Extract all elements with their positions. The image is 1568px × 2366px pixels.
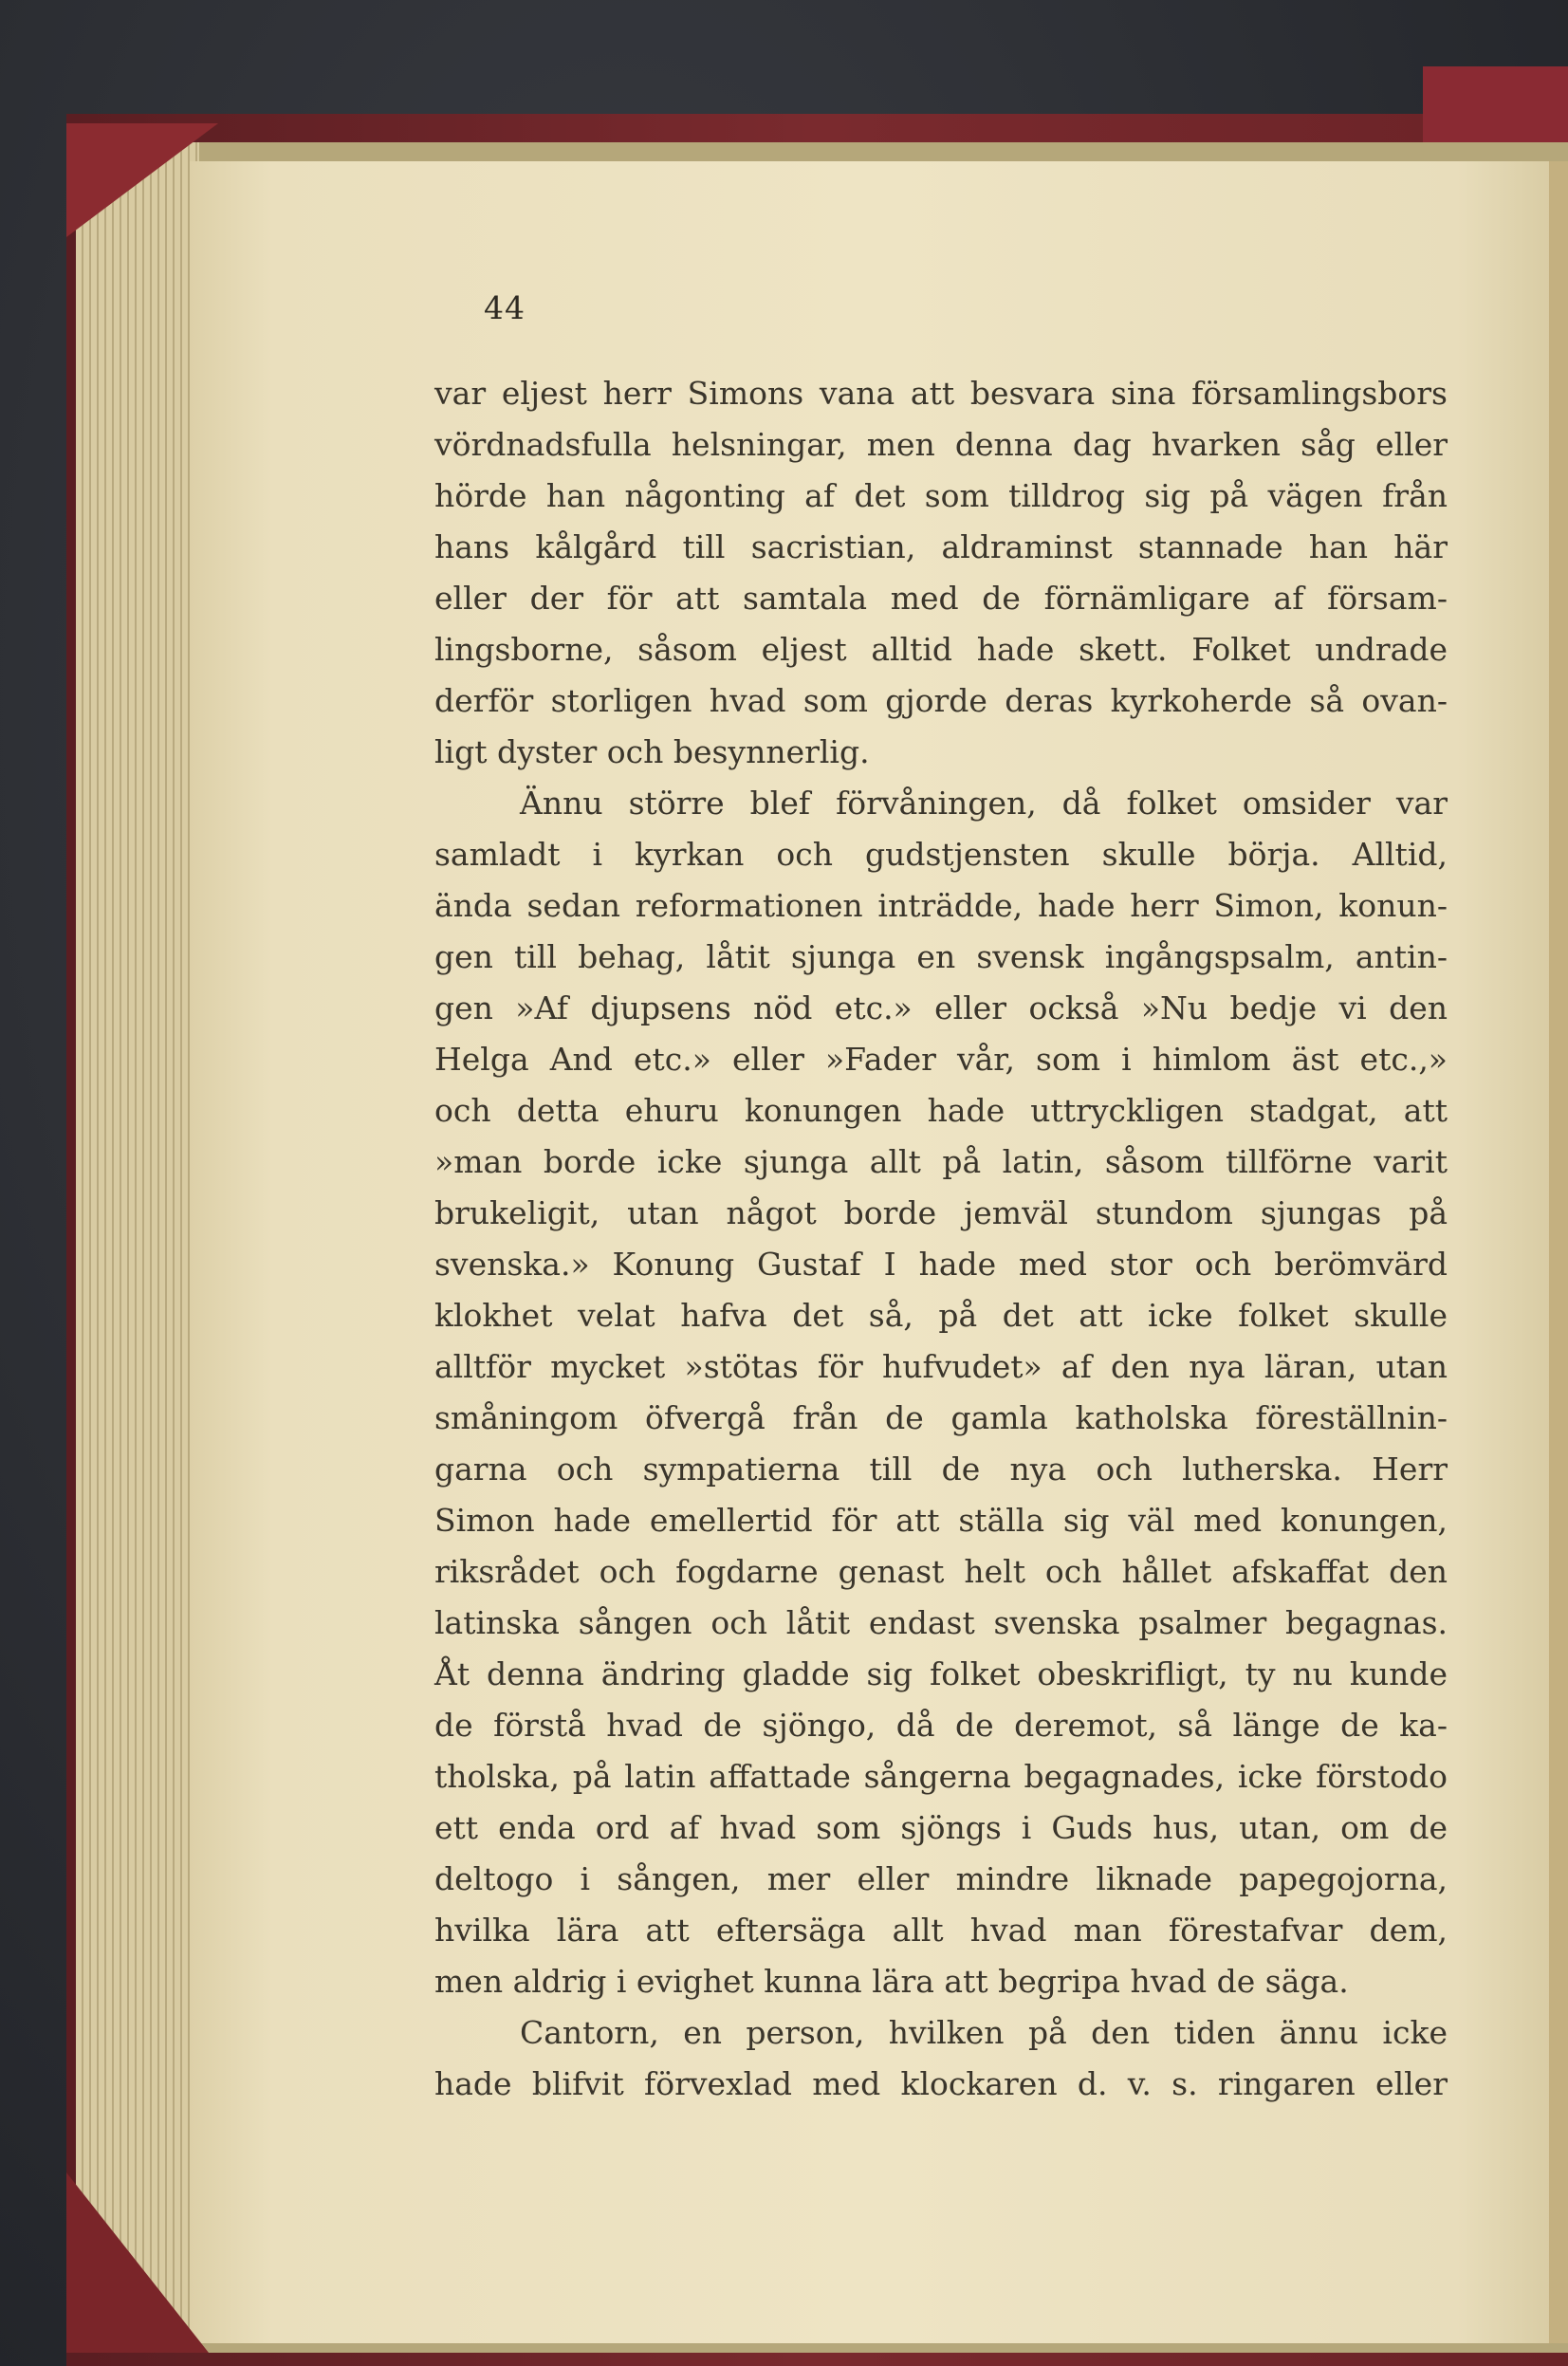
body-text xyxy=(434,368,1448,2110)
cover-corner-top-left xyxy=(66,123,218,237)
text-line: Cantorn, en person, hvilken på den tiden ännu icke xyxy=(520,2014,1448,2051)
text-line: ligt dyster och besynnerlig. xyxy=(434,733,870,770)
text-line: derför storligen hvad som gjorde deras kyrkoherde så ovan- xyxy=(434,682,1448,719)
text-line: Ännu större blef förvåningen, då folket omsider var xyxy=(520,785,1448,822)
text-line: brukeligit, utan något borde jemväl stundom sjungas på xyxy=(434,1194,1448,1231)
text-line: ända sedan reformationen inträdde, hade herr Simon, konun- xyxy=(434,887,1448,924)
text-line: hans kålgård till sacristian, aldraminst stannade han här xyxy=(434,528,1448,565)
text-line: lingsborne, såsom eljest alltid hade skett. Folket undrade xyxy=(434,631,1448,668)
text-line: »man borde icke sjunga allt på latin, såsom tillförne varit xyxy=(434,1143,1448,1180)
text-line: gen till behag, låtit sjunga en svensk ingångspsalm, antin- xyxy=(434,938,1448,975)
text-line: klokhet velat hafva det så, på det att icke folket skulle xyxy=(434,1297,1448,1334)
text-line: svenska.» Konung Gustaf I hade med stor och berömvärd xyxy=(434,1246,1448,1283)
text-line: de förstå hvad de sjöngo, då de deremot, så länge de ka- xyxy=(434,1707,1448,1744)
cover-corner-bottom-left xyxy=(66,2172,209,2353)
text-line: alltför mycket »stötas för hufvudet» af den nya läran, utan xyxy=(434,1348,1448,1385)
text-line: Åt denna ändring gladde sig folket obeskrifligt, ty nu kunde xyxy=(434,1655,1448,1692)
text-line: gen »Af djupsens nöd etc.» eller också »Nu bedje vi den xyxy=(434,989,1448,1026)
text-line: riksrådet och fogdarne genast helt och hållet afskaffat den xyxy=(434,1553,1448,1590)
text-line: var eljest herr Simons vana att besvara sina församlingsbors xyxy=(434,375,1448,412)
text-line: eller der för att samtala med de förnämligare af försam- xyxy=(434,580,1448,617)
text-line: samladt i kyrkan och gudstjensten skulle börja. Alltid, xyxy=(434,836,1448,873)
text-line: men aldrig i evighet kunna lära att begripa hvad de säga. xyxy=(434,1963,1349,2000)
text-line: och detta ehuru konungen hade uttryckligen stadgat, att xyxy=(434,1092,1448,1129)
text-line: deltogo i sången, mer eller mindre liknade papegojorna, xyxy=(434,1860,1448,1897)
text-line: vördnadsfulla helsningar, men denna dag hvarken såg eller xyxy=(434,426,1448,463)
text-line: ett enda ord af hvad som sjöngs i Guds hus, utan, om de xyxy=(434,1809,1448,1846)
text-line: småningom öfvergå från de gamla katholska föreställnin- xyxy=(434,1399,1448,1436)
page-edges xyxy=(76,142,199,2353)
text-line: hade blifvit förvexlad med klockaren d. v. s. ringaren eller xyxy=(434,2065,1448,2102)
page-right-edge xyxy=(1549,161,1568,2343)
page-number: 44 xyxy=(484,289,526,326)
text-line: Helga And etc.» eller »Fader vår, som i himlom äst etc.,» xyxy=(434,1041,1448,1078)
text-line: hvilka lära att eftersäga allt hvad man förestafvar dem, xyxy=(434,1912,1448,1949)
cover-corner-top-right xyxy=(1423,66,1568,152)
text-line: Simon hade emellertid för att ställa sig väl med konungen, xyxy=(434,1502,1448,1539)
text-line: tholska, på latin affattade sångerna begagnades, icke förstodo xyxy=(434,1758,1448,1795)
text-line: latinska sången och låtit endast svenska psalmer begagnas. xyxy=(434,1604,1448,1641)
text-line: garna och sympatierna till de nya och lutherska. Herr xyxy=(434,1451,1448,1488)
text-line: hörde han någonting af det som tilldrog sig på vägen från xyxy=(434,477,1448,514)
